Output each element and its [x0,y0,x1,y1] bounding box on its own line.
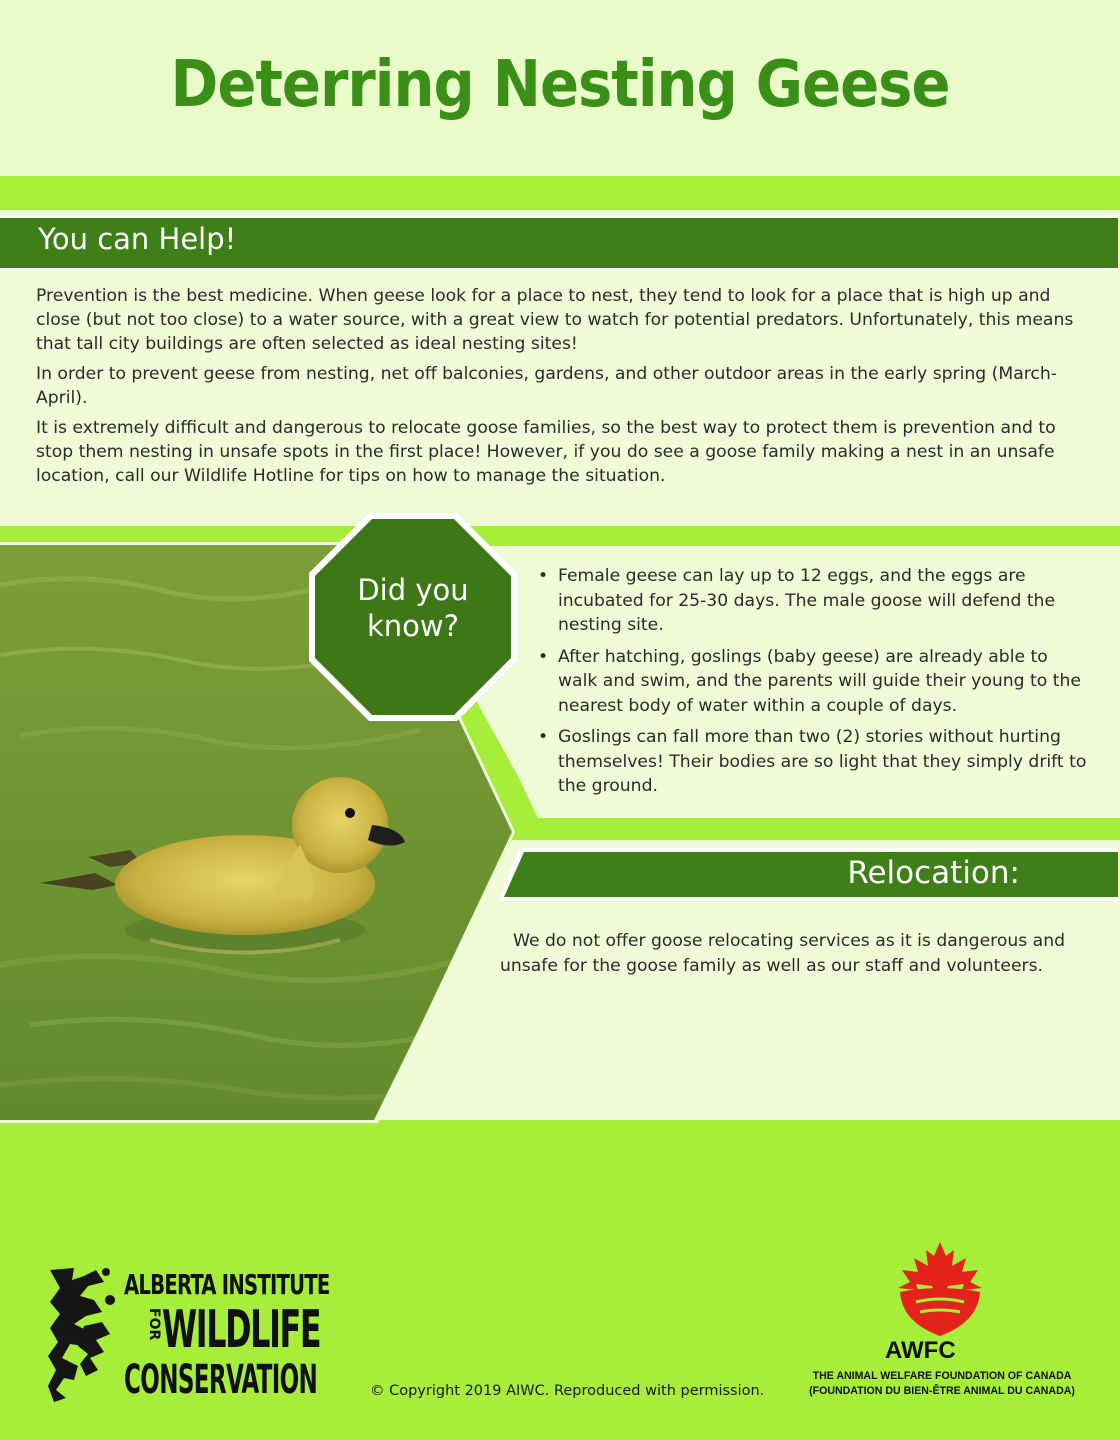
page-title: Deterring Nesting Geese [170,48,950,122]
awfc-maple-leaf-icon [886,1240,994,1340]
top-band [0,176,1120,210]
awfc-english-name: THE ANIMAL WELFARE FOUNDATION OF CANADA [812,1370,1072,1382]
relocation-heading: Relocation: [847,855,1020,891]
did-you-know-line: know? [366,609,460,643]
facts-list [538,564,1090,806]
did-you-know-label [307,572,519,644]
aiwc-logo-line1: ALBERTA INSTITUTE [124,1268,330,1301]
did-you-know-line: Did you [357,573,469,607]
fact-item: • Goslings can fall more than two (2) stories without hurting themselves! Their bodies are so light that they simply drift to the ground. [538,725,1090,799]
help-paragraph: In order to prevent geese from nesting, net off balconies, gardens, and other outdoor areas in the early spring (March-April). [36,364,1057,408]
aiwc-logo-for [126,1308,162,1356]
fact-item: • Female geese can lay up to 12 eggs, and the eggs are incubated for 25-30 days. The male goose will defend the nesting site. [538,564,1090,638]
aiwc-for-text: FOR [146,1308,162,1341]
help-body [36,284,1096,494]
help-heading: You can Help! [38,222,237,256]
aiwc-logo-line3: CONSERVATION [124,1357,318,1403]
help-paragraph: It is extremely difficult and dangerous to relocate goose families, so the best way to protect them is prevention and to stop them nesting in unsafe spots in the first place! However, if you do see a goose family making a nest in an unsafe location, call our Wildlife Hotline for tips on how to manage the situation. [36,418,1056,486]
relocation-body: We do not offer goose relocating services as it is dangerous and unsafe for the goose family as well as our staff and volunteers. [500,931,1066,976]
help-paragraph: Prevention is the best medicine. When geese look for a place to nest, they tend to look for a place that is high up and close (but not too close) to a water source, with a great view to watch for potential predators. Unfortunately, this means that tall city buildings are often selected as ideal nesting sites! [36,286,1074,354]
fact-item: • After hatching, goslings (baby geese) are already able to walk and swim, and the parents will guide their young to the nearest body of water within a couple of days. [538,645,1090,719]
aiwc-logo-line2: WILDLIFE [162,1300,321,1360]
copyright-notice: © Copyright 2019 AIWC. Reproduced with permission. [370,1383,765,1399]
aiwc-animals-logo-icon [44,1266,120,1404]
awfc-french-name: (FOUNDATION DU BIEN-ÊTRE ANIMAL DU CANADA) [809,1385,1075,1397]
awfc-name: AWFC [885,1337,956,1364]
